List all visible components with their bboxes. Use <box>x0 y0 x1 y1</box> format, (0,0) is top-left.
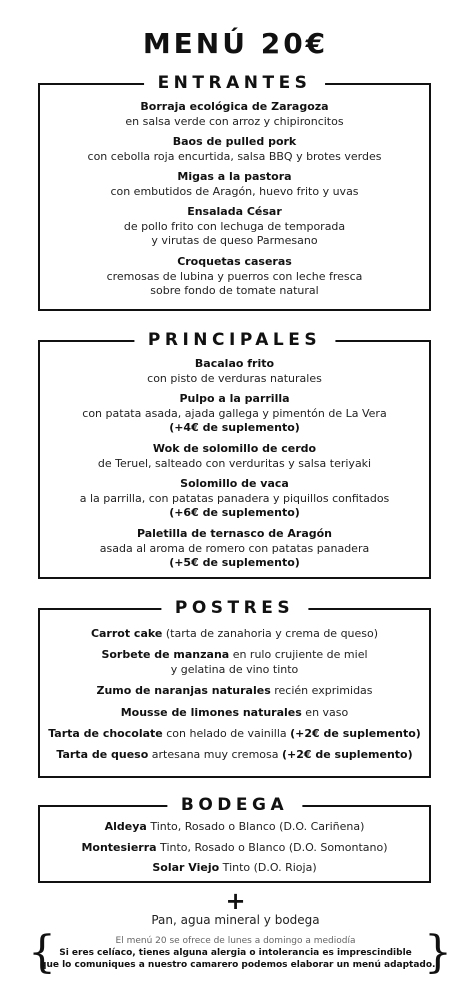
dish-description: en vaso <box>301 706 349 719</box>
postres-item <box>40 627 429 642</box>
supplement-text: (+2€ de suplemento) <box>290 727 421 740</box>
dish-name: Tarta de queso <box>56 748 149 761</box>
wine-name: Solar Viejo <box>152 861 220 874</box>
dish-description: con helado de vainilla <box>162 727 291 740</box>
entrantes-item <box>40 255 429 299</box>
supplement-text: (+4€ de suplemento) <box>169 421 300 434</box>
dish-name: Tarta de chocolate <box>48 727 163 740</box>
principales-item <box>40 357 429 386</box>
entrantes-item <box>40 100 429 129</box>
dish-name: Bacalao frito <box>194 357 275 370</box>
dish-description: sobre fondo de tomate natural <box>150 284 319 297</box>
dish-description: con patata asada, ajada gallega y pimentón de La Vera <box>82 406 387 420</box>
dish-description: cremosas de lubina y puerros con leche fresca <box>106 269 363 283</box>
principales-item <box>40 527 429 571</box>
principales-item <box>40 392 429 436</box>
availability-note: El menú 20 se ofrece de lunes a domingo a mediodía <box>115 936 356 946</box>
dish-description: en rulo crujiente de miel <box>229 648 368 661</box>
wine-item <box>40 841 429 856</box>
entrantes-item <box>40 170 429 199</box>
dish-description: con pisto de verduras naturales <box>147 371 322 385</box>
entrantes-item <box>40 135 429 164</box>
wine-description: Tinto (D.O. Rioja) <box>219 861 317 874</box>
wine-description: Tinto, Rosado o Blanco (D.O. Somontano) <box>156 841 388 854</box>
dish-description: (tarta de zanahoria y crema de queso) <box>162 627 379 640</box>
wine-description: Tinto, Rosado o Blanco (D.O. Cariñena) <box>146 820 365 833</box>
plus-icon: + <box>225 887 246 915</box>
dish-description: en salsa verde con arroz y chipironcitos <box>125 114 344 128</box>
postres-section <box>38 598 431 778</box>
postres-item <box>40 727 429 742</box>
dish-description: con cebolla roja encurtida, salsa BBQ y brotes verdes <box>87 149 382 163</box>
allergy-note-line-2: que lo comuniques a nuestro camarero podemos elaborar un menú adaptado. <box>40 960 436 970</box>
supplement-text: (+2€ de suplemento) <box>282 748 413 761</box>
entrantes-title: ENTRANTES <box>144 70 326 96</box>
postres-item <box>40 706 429 721</box>
dish-description: y virutas de queso Parmesano <box>151 234 318 247</box>
left-brace-icon: { <box>28 927 56 978</box>
dish-name: Zumo de naranjas naturales <box>96 684 271 697</box>
bodega-section <box>38 795 431 883</box>
dish-description: artesana muy cremosa <box>148 748 282 761</box>
right-brace-icon: } <box>424 927 452 978</box>
postres-item <box>40 648 429 677</box>
principales-section <box>38 330 431 579</box>
principales-title: PRINCIPALES <box>134 327 335 353</box>
dish-name: Migas a la pastora <box>177 170 292 183</box>
dish-description: asada al aroma de romero con patatas panadera <box>99 541 370 555</box>
dish-name: Pulpo a la parrilla <box>179 392 290 405</box>
dish-name: Sorbete de manzana <box>101 648 230 661</box>
dish-name: Ensalada César <box>187 205 282 218</box>
supplement-text: (+5€ de suplemento) <box>169 556 300 569</box>
dish-description: y gelatina de vino tinto <box>170 662 299 676</box>
dish-description: de Teruel, salteado con verduritas y salsa teriyaki <box>97 456 372 470</box>
entrantes-item <box>40 205 429 249</box>
postres-title: POSTRES <box>161 595 308 621</box>
dish-name: Solomillo de vaca <box>180 477 289 490</box>
wine-item <box>40 820 429 835</box>
included-extras: Pan, agua mineral y bodega <box>151 913 320 927</box>
principales-item <box>40 477 429 521</box>
bodega-title: BODEGA <box>167 792 302 818</box>
dish-description: con embutidos de Aragón, huevo frito y uvas <box>110 184 359 198</box>
dish-name: Croquetas caseras <box>177 255 292 268</box>
dish-description: de pollo frito con lechuga de temporada <box>123 219 346 233</box>
dish-name: Wok de solomillo de cerdo <box>152 442 317 455</box>
wine-item <box>40 861 429 876</box>
wine-name: Aldeya <box>104 820 147 833</box>
dish-name: Paletilla de ternasco de Aragón <box>136 527 333 540</box>
menu-title: MENÚ 20€ <box>142 27 329 60</box>
dish-name: Baos de pulled pork <box>172 135 297 148</box>
postres-item <box>40 748 429 763</box>
allergy-note-line-1: Si eres celíaco, tienes alguna alergia o intolerancia es imprescindible <box>59 948 412 958</box>
dish-name: Carrot cake <box>90 627 163 640</box>
entrantes-section <box>38 73 431 311</box>
wine-name: Montesierra <box>81 841 157 854</box>
dish-description: recién exprimidas <box>270 684 373 697</box>
dish-description: a la parrilla, con patatas panadera y piquillos confitados <box>79 491 390 505</box>
principales-item <box>40 442 429 471</box>
supplement-text: (+6€ de suplemento) <box>169 506 300 519</box>
postres-item <box>40 684 429 699</box>
dish-name: Borraja ecológica de Zaragoza <box>140 100 329 113</box>
dish-name: Mousse de limones naturales <box>120 706 302 719</box>
